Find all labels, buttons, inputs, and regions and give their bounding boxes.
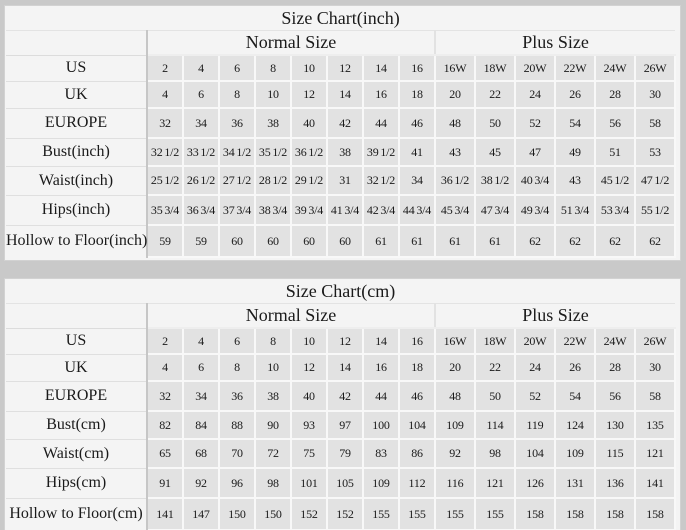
size-chart-cm-grid bbox=[6, 280, 676, 530]
size-cell: 59 bbox=[183, 225, 219, 257]
size-cell: 47 3/4 bbox=[475, 195, 515, 225]
size-cell: 20W bbox=[515, 328, 555, 354]
size-cell: 12 bbox=[291, 354, 327, 381]
size-cell: 8 bbox=[255, 328, 291, 354]
size-cell: 28 bbox=[595, 354, 635, 381]
table-row bbox=[6, 225, 675, 257]
row-label: Bust(inch) bbox=[6, 138, 147, 166]
size-cell: 98 bbox=[475, 439, 515, 468]
size-cell: 16 bbox=[363, 354, 399, 381]
size-cell: 26 bbox=[555, 354, 595, 381]
size-cell: 28 1/2 bbox=[255, 166, 291, 195]
size-cell: 43 bbox=[555, 166, 595, 195]
size-cell: 155 bbox=[399, 498, 435, 530]
corner-cell bbox=[6, 303, 147, 328]
size-cell: 131 bbox=[555, 468, 595, 498]
size-cell: 53 3/4 bbox=[595, 195, 635, 225]
size-cell: 104 bbox=[515, 439, 555, 468]
size-cell: 109 bbox=[363, 468, 399, 498]
size-cell: 40 bbox=[291, 381, 327, 411]
size-chart-inch-grid bbox=[6, 7, 676, 258]
size-cell: 29 1/2 bbox=[291, 166, 327, 195]
row-label: US bbox=[6, 328, 147, 354]
size-cell: 147 bbox=[183, 498, 219, 530]
title-row bbox=[6, 280, 675, 303]
size-cell: 6 bbox=[219, 328, 255, 354]
size-cell: 150 bbox=[219, 498, 255, 530]
corner-cell bbox=[6, 30, 147, 55]
size-cell: 84 bbox=[183, 411, 219, 439]
size-cell: 51 bbox=[595, 138, 635, 166]
table-row bbox=[6, 138, 675, 166]
size-cell: 59 bbox=[147, 225, 183, 257]
size-cell: 130 bbox=[595, 411, 635, 439]
size-cell: 18W bbox=[475, 55, 515, 81]
column-group-plus-size: Plus Size bbox=[435, 30, 675, 55]
size-cell: 4 bbox=[183, 55, 219, 81]
size-cell: 53 bbox=[635, 138, 675, 166]
table-row bbox=[6, 81, 675, 108]
size-cell: 35 1/2 bbox=[255, 138, 291, 166]
size-cell: 54 bbox=[555, 108, 595, 138]
row-label: Hips(inch) bbox=[6, 195, 147, 225]
size-cell: 6 bbox=[219, 55, 255, 81]
table-row bbox=[6, 411, 675, 439]
size-cell: 92 bbox=[183, 468, 219, 498]
size-cell: 16 bbox=[399, 55, 435, 81]
size-cell: 61 bbox=[399, 225, 435, 257]
size-cell: 41 3/4 bbox=[327, 195, 363, 225]
size-cell: 37 3/4 bbox=[219, 195, 255, 225]
row-label: US bbox=[6, 55, 147, 81]
size-cell: 10 bbox=[291, 55, 327, 81]
size-cell: 2 bbox=[147, 55, 183, 81]
size-cell: 58 bbox=[635, 381, 675, 411]
size-cell: 105 bbox=[327, 468, 363, 498]
size-cell: 43 bbox=[435, 138, 475, 166]
size-cell: 114 bbox=[475, 411, 515, 439]
size-cell: 155 bbox=[475, 498, 515, 530]
size-cell: 61 bbox=[435, 225, 475, 257]
size-cell: 12 bbox=[327, 55, 363, 81]
table-title: Size Chart(cm) bbox=[6, 280, 675, 303]
size-cell: 39 3/4 bbox=[291, 195, 327, 225]
size-cell: 38 bbox=[255, 381, 291, 411]
size-cell: 14 bbox=[327, 81, 363, 108]
size-cell: 25 1/2 bbox=[147, 166, 183, 195]
size-cell: 62 bbox=[515, 225, 555, 257]
size-cell: 18 bbox=[399, 354, 435, 381]
group-header-row bbox=[6, 303, 675, 328]
row-label: Waist(cm) bbox=[6, 439, 147, 468]
table-body bbox=[6, 280, 675, 530]
size-cell: 38 3/4 bbox=[255, 195, 291, 225]
table-row bbox=[6, 381, 675, 411]
size-cell: 32 bbox=[147, 381, 183, 411]
size-cell: 92 bbox=[435, 439, 475, 468]
size-cell: 98 bbox=[255, 468, 291, 498]
size-cell: 121 bbox=[475, 468, 515, 498]
size-cell: 96 bbox=[219, 468, 255, 498]
size-cell: 152 bbox=[291, 498, 327, 530]
size-cell: 50 bbox=[475, 381, 515, 411]
size-cell: 141 bbox=[147, 498, 183, 530]
size-cell: 20 bbox=[435, 354, 475, 381]
size-cell: 68 bbox=[183, 439, 219, 468]
size-cell: 42 bbox=[327, 108, 363, 138]
size-cell: 38 bbox=[255, 108, 291, 138]
table-row bbox=[6, 108, 675, 138]
size-cell: 4 bbox=[147, 81, 183, 108]
size-cell: 34 1/2 bbox=[219, 138, 255, 166]
size-cell: 100 bbox=[363, 411, 399, 439]
row-label: Hips(cm) bbox=[6, 468, 147, 498]
row-label: UK bbox=[6, 81, 147, 108]
size-cell: 16 bbox=[363, 81, 399, 108]
size-cell: 75 bbox=[291, 439, 327, 468]
table-title: Size Chart(inch) bbox=[6, 7, 675, 30]
size-cell: 51 3/4 bbox=[555, 195, 595, 225]
title-row bbox=[6, 7, 675, 30]
size-cell: 24 bbox=[515, 81, 555, 108]
size-cell: 34 bbox=[183, 381, 219, 411]
size-cell: 38 bbox=[327, 138, 363, 166]
size-cell: 22 bbox=[475, 81, 515, 108]
size-cell: 141 bbox=[635, 468, 675, 498]
size-cell: 61 bbox=[363, 225, 399, 257]
size-cell: 155 bbox=[363, 498, 399, 530]
size-cell: 60 bbox=[327, 225, 363, 257]
size-cell: 32 1/2 bbox=[363, 166, 399, 195]
size-cell: 31 bbox=[327, 166, 363, 195]
size-cell: 126 bbox=[515, 468, 555, 498]
size-chart-inch-table bbox=[4, 5, 681, 261]
size-cell: 82 bbox=[147, 411, 183, 439]
size-cell: 45 3/4 bbox=[435, 195, 475, 225]
row-label: Bust(cm) bbox=[6, 411, 147, 439]
size-cell: 39 1/2 bbox=[363, 138, 399, 166]
size-cell: 40 bbox=[291, 108, 327, 138]
size-cell: 44 bbox=[363, 381, 399, 411]
size-cell: 121 bbox=[635, 439, 675, 468]
size-cell: 36 1/2 bbox=[291, 138, 327, 166]
table-row bbox=[6, 354, 675, 381]
size-cell: 2 bbox=[147, 328, 183, 354]
row-label: EUROPE bbox=[6, 381, 147, 411]
size-cell: 62 bbox=[555, 225, 595, 257]
size-cell: 33 1/2 bbox=[183, 138, 219, 166]
size-cell: 70 bbox=[219, 439, 255, 468]
row-label: EUROPE bbox=[6, 108, 147, 138]
size-cell: 62 bbox=[595, 225, 635, 257]
size-cell: 158 bbox=[555, 498, 595, 530]
size-cell: 32 bbox=[147, 108, 183, 138]
size-cell: 135 bbox=[635, 411, 675, 439]
size-cell: 18 bbox=[399, 81, 435, 108]
table-row bbox=[6, 498, 675, 530]
size-cell: 20 bbox=[435, 81, 475, 108]
row-label: Hollow to Floor(inch) bbox=[6, 225, 147, 257]
size-cell: 88 bbox=[219, 411, 255, 439]
table-body bbox=[6, 7, 675, 257]
size-cell: 30 bbox=[635, 81, 675, 108]
size-cell: 12 bbox=[291, 81, 327, 108]
size-cell: 60 bbox=[255, 225, 291, 257]
size-cell: 38 1/2 bbox=[475, 166, 515, 195]
size-cell: 27 1/2 bbox=[219, 166, 255, 195]
size-cell: 16W bbox=[435, 328, 475, 354]
size-cell: 72 bbox=[255, 439, 291, 468]
size-cell: 155 bbox=[435, 498, 475, 530]
size-cell: 50 bbox=[475, 108, 515, 138]
size-cell: 34 bbox=[183, 108, 219, 138]
size-cell: 35 3/4 bbox=[147, 195, 183, 225]
size-cell: 52 bbox=[515, 381, 555, 411]
size-cell: 30 bbox=[635, 354, 675, 381]
size-cell: 54 bbox=[555, 381, 595, 411]
size-cell: 124 bbox=[555, 411, 595, 439]
row-label: UK bbox=[6, 354, 147, 381]
size-cell: 65 bbox=[147, 439, 183, 468]
size-cell: 52 bbox=[515, 108, 555, 138]
size-cell: 8 bbox=[219, 81, 255, 108]
size-cell: 116 bbox=[435, 468, 475, 498]
table-row bbox=[6, 468, 675, 498]
size-cell: 4 bbox=[147, 354, 183, 381]
size-cell: 93 bbox=[291, 411, 327, 439]
size-cell: 10 bbox=[291, 328, 327, 354]
size-cell: 36 bbox=[219, 108, 255, 138]
size-cell: 40 3/4 bbox=[515, 166, 555, 195]
size-cell: 10 bbox=[255, 81, 291, 108]
size-cell: 49 3/4 bbox=[515, 195, 555, 225]
size-cell: 46 bbox=[399, 108, 435, 138]
size-cell: 115 bbox=[595, 439, 635, 468]
table-row bbox=[6, 55, 675, 81]
size-cell: 24 bbox=[515, 354, 555, 381]
size-cell: 14 bbox=[363, 55, 399, 81]
table-row bbox=[6, 439, 675, 468]
size-cell: 20W bbox=[515, 55, 555, 81]
size-cell: 16 bbox=[399, 328, 435, 354]
size-cell: 26 bbox=[555, 81, 595, 108]
size-cell: 41 bbox=[399, 138, 435, 166]
size-cell: 56 bbox=[595, 108, 635, 138]
size-cell: 45 1/2 bbox=[595, 166, 635, 195]
size-cell: 158 bbox=[635, 498, 675, 530]
column-group-plus-size: Plus Size bbox=[435, 303, 675, 328]
size-cell: 136 bbox=[595, 468, 635, 498]
size-cell: 48 bbox=[435, 108, 475, 138]
size-cell: 26W bbox=[635, 328, 675, 354]
size-cell: 36 3/4 bbox=[183, 195, 219, 225]
size-cell: 48 bbox=[435, 381, 475, 411]
size-cell: 97 bbox=[327, 411, 363, 439]
size-cell: 45 bbox=[475, 138, 515, 166]
size-cell: 109 bbox=[435, 411, 475, 439]
size-cell: 158 bbox=[595, 498, 635, 530]
size-cell: 8 bbox=[255, 55, 291, 81]
size-cell: 14 bbox=[327, 354, 363, 381]
size-cell: 83 bbox=[363, 439, 399, 468]
size-cell: 6 bbox=[183, 354, 219, 381]
size-cell: 10 bbox=[255, 354, 291, 381]
size-cell: 6 bbox=[183, 81, 219, 108]
size-cell: 109 bbox=[555, 439, 595, 468]
size-cell: 47 bbox=[515, 138, 555, 166]
size-cell: 12 bbox=[327, 328, 363, 354]
size-cell: 119 bbox=[515, 411, 555, 439]
size-cell: 32 1/2 bbox=[147, 138, 183, 166]
size-cell: 36 bbox=[219, 381, 255, 411]
size-cell: 91 bbox=[147, 468, 183, 498]
size-cell: 42 3/4 bbox=[363, 195, 399, 225]
size-cell: 150 bbox=[255, 498, 291, 530]
size-cell: 16W bbox=[435, 55, 475, 81]
size-cell: 56 bbox=[595, 381, 635, 411]
column-group-normal-size: Normal Size bbox=[147, 30, 435, 55]
size-cell: 60 bbox=[219, 225, 255, 257]
size-cell: 4 bbox=[183, 328, 219, 354]
size-cell: 152 bbox=[327, 498, 363, 530]
size-cell: 47 1/2 bbox=[635, 166, 675, 195]
size-cell: 22W bbox=[555, 328, 595, 354]
size-cell: 86 bbox=[399, 439, 435, 468]
size-cell: 26W bbox=[635, 55, 675, 81]
size-cell: 22 bbox=[475, 354, 515, 381]
size-cell: 58 bbox=[635, 108, 675, 138]
size-cell: 101 bbox=[291, 468, 327, 498]
column-group-normal-size: Normal Size bbox=[147, 303, 435, 328]
group-header-row bbox=[6, 30, 675, 55]
size-cell: 28 bbox=[595, 81, 635, 108]
size-cell: 46 bbox=[399, 381, 435, 411]
size-chart-cm-table bbox=[4, 278, 681, 530]
size-cell: 90 bbox=[255, 411, 291, 439]
size-cell: 42 bbox=[327, 381, 363, 411]
size-cell: 44 bbox=[363, 108, 399, 138]
size-cell: 8 bbox=[219, 354, 255, 381]
size-cell: 55 1/2 bbox=[635, 195, 675, 225]
size-cell: 22W bbox=[555, 55, 595, 81]
size-cell: 61 bbox=[475, 225, 515, 257]
size-cell: 49 bbox=[555, 138, 595, 166]
size-cell: 104 bbox=[399, 411, 435, 439]
row-label: Waist(inch) bbox=[6, 166, 147, 195]
table-row bbox=[6, 328, 675, 354]
size-cell: 44 3/4 bbox=[399, 195, 435, 225]
row-label: Hollow to Floor(cm) bbox=[6, 498, 147, 530]
table-row bbox=[6, 166, 675, 195]
size-cell: 26 1/2 bbox=[183, 166, 219, 195]
size-cell: 34 bbox=[399, 166, 435, 195]
size-cell: 60 bbox=[291, 225, 327, 257]
size-cell: 14 bbox=[363, 328, 399, 354]
size-cell: 158 bbox=[515, 498, 555, 530]
size-cell: 24W bbox=[595, 328, 635, 354]
size-cell: 24W bbox=[595, 55, 635, 81]
size-cell: 36 1/2 bbox=[435, 166, 475, 195]
size-cell: 18W bbox=[475, 328, 515, 354]
size-cell: 62 bbox=[635, 225, 675, 257]
size-cell: 79 bbox=[327, 439, 363, 468]
table-row bbox=[6, 195, 675, 225]
size-cell: 112 bbox=[399, 468, 435, 498]
